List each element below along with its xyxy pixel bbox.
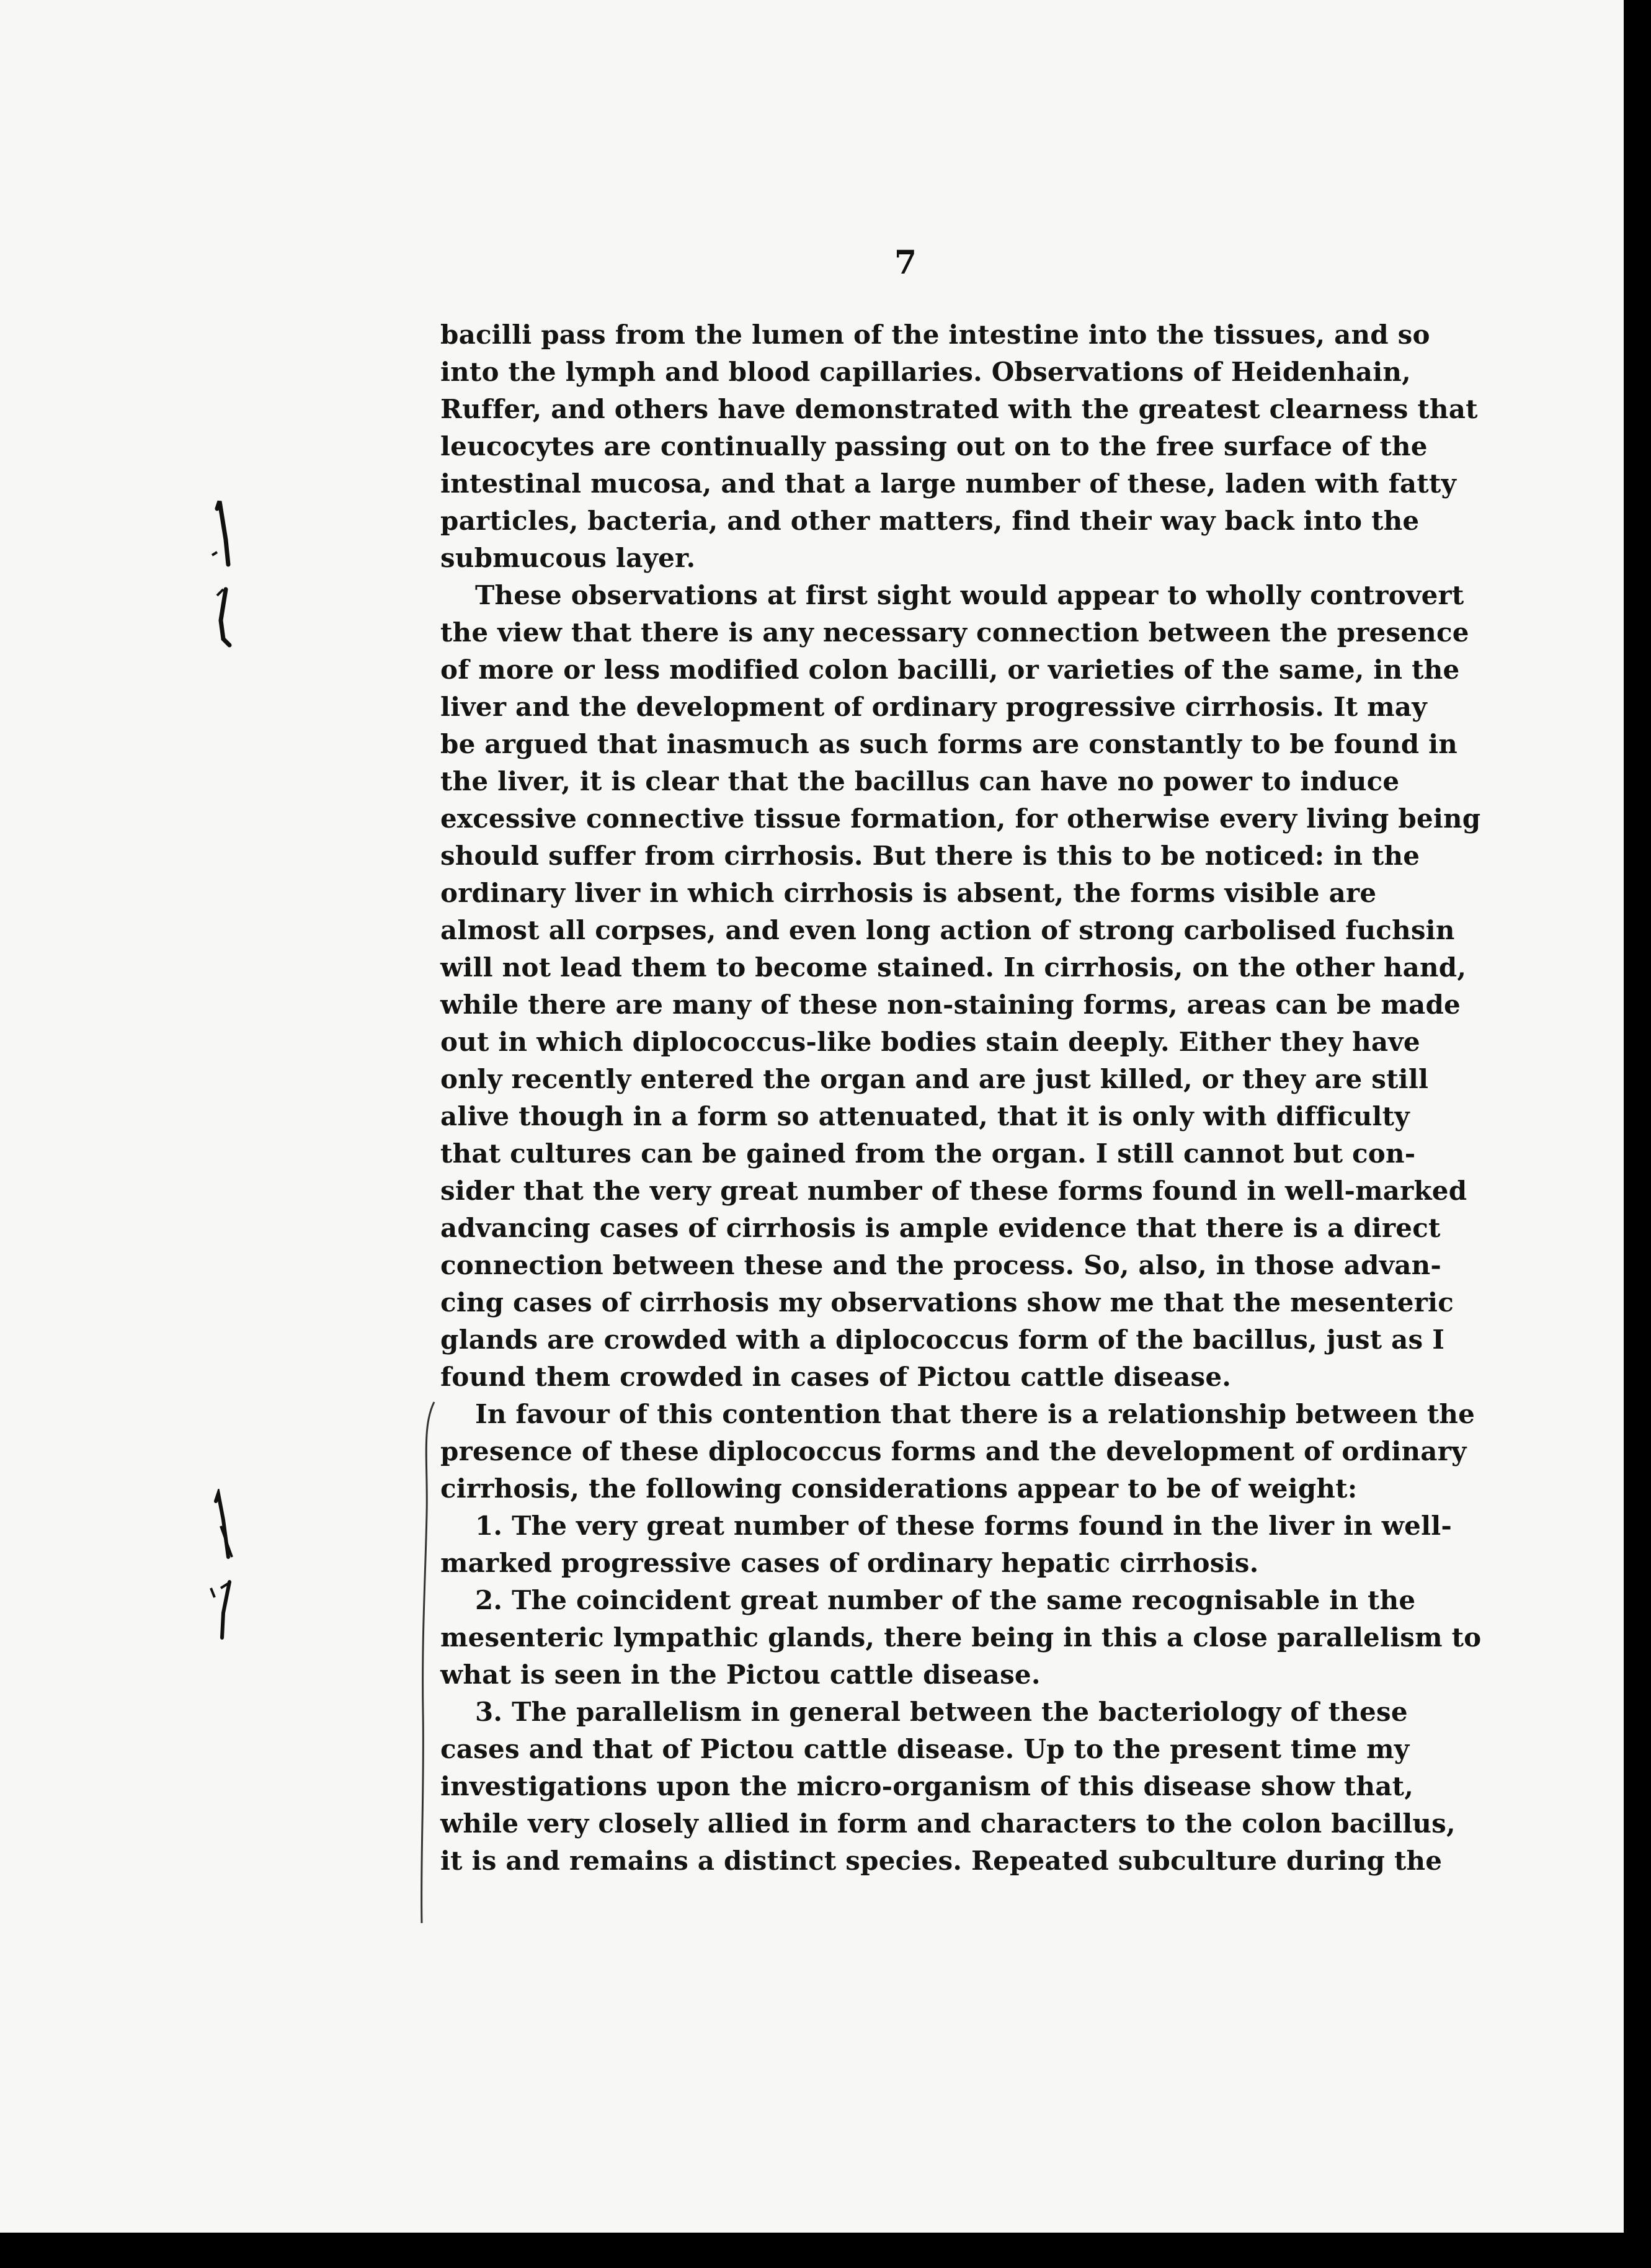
text-line: what is seen in the Pictou cattle disease.: [440, 1659, 1041, 1690]
text-line: 1. The very great number of these forms found in the liver in well-: [475, 1511, 1453, 1541]
text-line: while there are many of these non-staining forms, areas can be made: [440, 989, 1461, 1020]
text-line: alive though in a form so attenuated, that it is only with difficulty: [440, 1101, 1410, 1132]
scan-edge: [1624, 0, 1651, 2268]
text-line: only recently entered the organ and are just killed, or they are still: [440, 1064, 1429, 1094]
margin-pencil-marks-upper: [198, 496, 248, 670]
text-line: into the lymph and blood capillaries. Observations of Heidenhain,: [440, 357, 1411, 387]
text-line: bacilli pass from the lumen of the intestine into the tissues, and so: [440, 319, 1430, 350]
text-line: will not lead them to become stained. In cirrhosis, on the other hand,: [440, 952, 1467, 983]
text-line: These observations at first sight would appear to wholly controvert: [475, 580, 1464, 610]
text-line: particles, bacteria, and other matters, find their way back into the: [440, 506, 1420, 536]
text-line: found them crowded in cases of Pictou cattle disease.: [440, 1362, 1232, 1392]
text-line: of more or less modified colon bacilli, or varieties of the same, in the: [440, 654, 1460, 685]
page-number: 7: [894, 244, 917, 282]
text-line: that cultures can be gained from the organ. I still cannot but con-: [440, 1138, 1416, 1169]
text-line: presence of these diplococcus forms and the development of ordinary: [440, 1436, 1467, 1467]
text-line: be argued that inasmuch as such forms are constantly to be found in: [440, 729, 1457, 759]
text-line: mesenteric lympathic glands, there being in this a close parallelism to: [440, 1622, 1482, 1653]
text-line: while very closely allied in form and characters to the colon bacillus,: [440, 1808, 1456, 1839]
text-line: the view that there is any necessary connection between the presence: [440, 617, 1469, 648]
text-line: In favour of this contention that there is a relationship between the: [475, 1399, 1475, 1429]
margin-bracket-line: [409, 1390, 447, 1935]
text-line: cing cases of cirrhosis my observations show me that the mesenteric: [440, 1287, 1454, 1318]
text-line: 3. The parallelism in general between the bacteriology of these: [475, 1697, 1408, 1727]
text-line: glands are crowded with a diplococcus form of the bacillus, just as I: [440, 1324, 1445, 1355]
text-line: sider that the very great number of these forms found in well-marked: [440, 1176, 1467, 1206]
text-line: submucous layer.: [440, 543, 696, 573]
text-line: advancing cases of cirrhosis is ample evidence that there is a direct: [440, 1213, 1441, 1243]
text-line: liver and the development of ordinary progressive cirrhosis. It may: [440, 692, 1427, 722]
text-line: the liver, it is clear that the bacillus can have no power to induce: [440, 766, 1400, 797]
text-line: it is and remains a distinct species. Repeated subculture during the: [440, 1846, 1443, 1876]
text-line: investigations upon the micro-organism of this disease show that,: [440, 1771, 1414, 1801]
text-line: intestinal mucosa, and that a large number of these, laden with fatty: [440, 468, 1457, 499]
text-line: Ruffer, and others have demonstrated with the greatest clearness that: [440, 394, 1478, 424]
body-text: [440, 316, 1482, 1880]
text-line: marked progressive cases of ordinary hepatic cirrhosis.: [440, 1548, 1259, 1578]
text-line: cirrhosis, the following considerations appear to be of weight:: [440, 1473, 1358, 1504]
text-line: leucocytes are continually passing out on to the free surface of the: [440, 431, 1428, 462]
text-line: cases and that of Pictou cattle disease. Up to the present time my: [440, 1734, 1410, 1764]
text-line: excessive connective tissue formation, for otherwise every living being: [440, 803, 1481, 834]
text-line: 2. The coincident great number of the same recognisable in the: [475, 1585, 1416, 1615]
text-line: out in which diplococcus-like bodies stain deeply. Either they have: [440, 1027, 1420, 1057]
text-line: ordinary liver in which cirrhosis is absent, the forms visible are: [440, 878, 1377, 908]
margin-pencil-marks-lower: [198, 1489, 254, 1650]
text-line: almost all corpses, and even long action of strong carbolised fuchsin: [440, 915, 1455, 945]
text-line: should suffer from cirrhosis. But there is this to be noticed: in the: [440, 841, 1420, 871]
text-line: connection between these and the process. So, also, in those advan-: [440, 1250, 1442, 1280]
